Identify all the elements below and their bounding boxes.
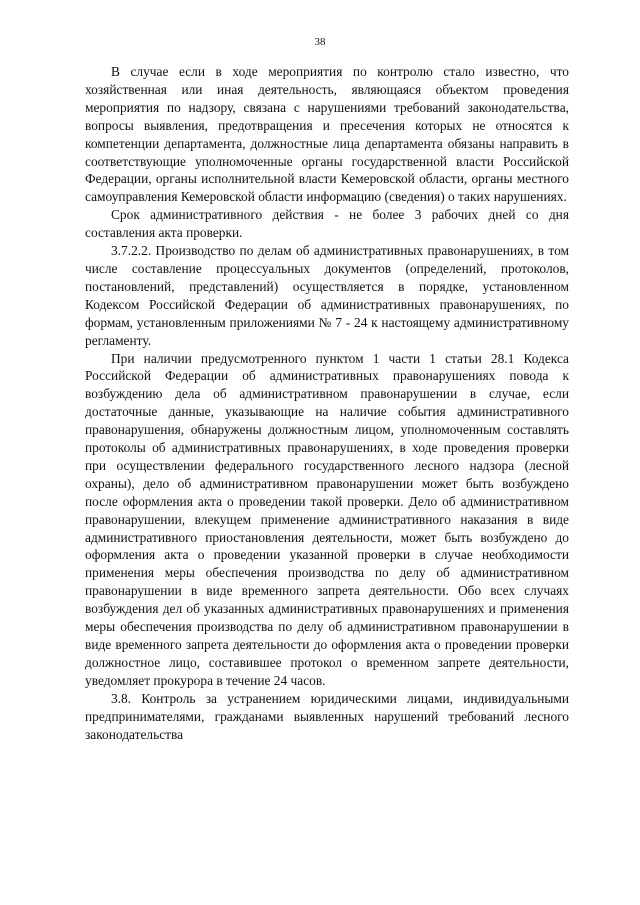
paragraph-notification: В случае если в ходе мероприятия по контролю стало известно, что хозяйственная или иная деятельность, являющаяся объектом проведения мероприятия по надзору, связана с нарушениями требований законодательства, вопросы выявления, предотвращения и пресечения которых не относятся к компетенции департамента, должностные лица департамента обязаны направить в соответствующие уполномоченные органы государственной власти Российской Федерации, органы исполнительной власти Кемеровской области, органы местного самоуправления Кемеровской области информацию (сведения) о таких нарушениях. [85,64,569,205]
paragraph-section-3-8: 3.8. Контроль за устранением юридическими лицами, индивидуальными предпринимателями, гражданами выявленных нарушений требований лесного законодательства [85,690,569,742]
page-number: 38 [314,36,326,48]
document-body [85,63,569,743]
paragraph-section-3-7-2-2: 3.7.2.2. Производство по делам об административных правонарушениях, в том числе составление процессуальных документов (определений, протоколов, постановлений, представлений) осуществляется в порядке, установленном Кодексом Российской Федерации об административных правонарушениях, по формам, установленным приложениями № 7 - 24 к настоящему административному регламенту. [85,243,569,348]
paragraph-deadline: Срок административного действия - не более 3 рабочих дней со дня составления акта проверки. [85,207,569,241]
paragraph-case-initiation: При наличии предусмотренного пунктом 1 части 1 статьи 28.1 Кодекса Российской Федерации об административных правонарушениях повода к возбуждению дела об административном правонарушении в случае, если достаточные данные, указывающие на наличие события административного правонарушения, обнаружены должностным лицом, уполномоченным составлять протоколы об административных правонарушениях, в ходе проведения проверки при осуществлении федерального государственного лесного надзора (лесной охраны), дело об административном правонарушении может быть возбуждено после оформления акта о проведении такой проверки. Дело об административном правонарушении, влекущем применение административного наказания в виде административного приостановления деятельности, может быть возбуждено до оформления акта о проведении указанной проверки в случае необходимости применения меры обеспечения производства по делу об административном правонарушении в виде временного запрета деятельности. Обо всех случаях возбуждения дел об указанных административных правонарушениях и применения меры обеспечения производства по делу об административном правонарушении в виде временного запрета деятельности до оформления акта о проведении проверки должностное лицо, составившее протокол о временном запрете деятельности, уведомляет прокурора в течение 24 часов. [85,350,569,688]
